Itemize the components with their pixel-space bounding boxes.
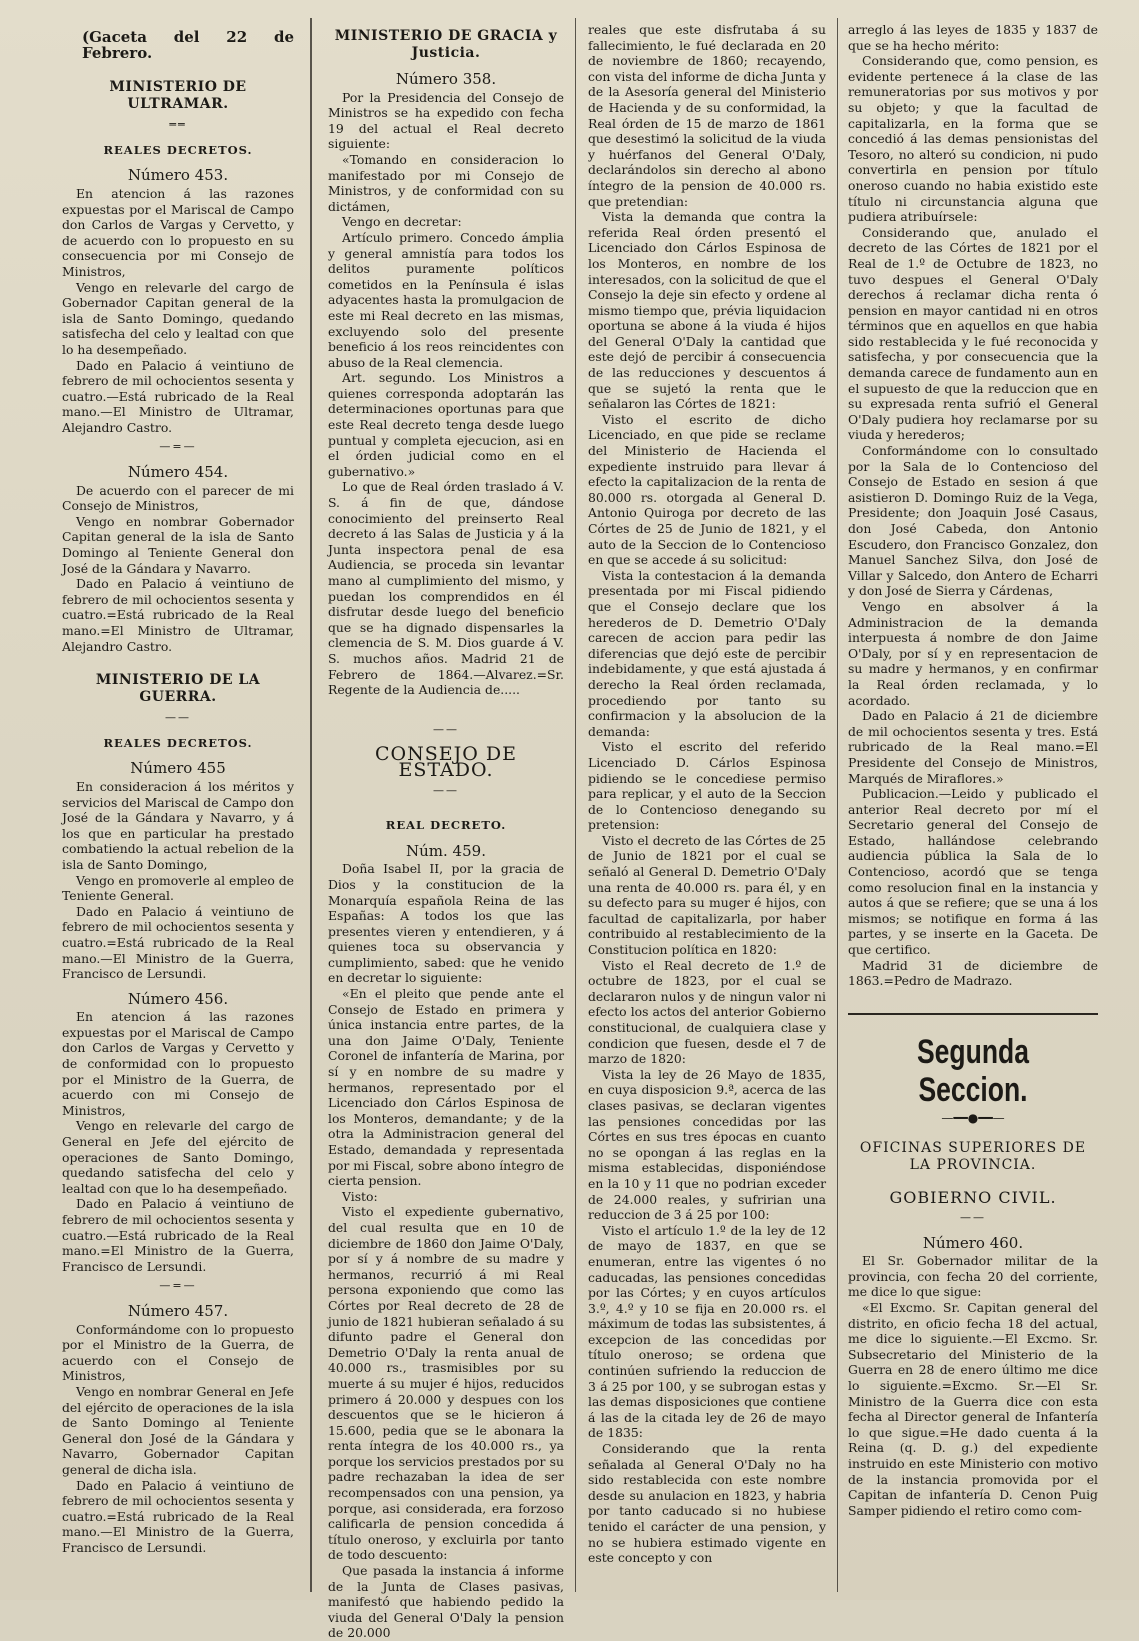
ministry-heading: MINISTERIO DE ULTRAMAR. (109, 79, 247, 113)
paragraph: Art. segundo. Los Ministros a quienes corresponda adoptarán las determinaciones oportunas para que este Real decreto tenga desde luego puntual y completa ejecucion, asi en el órden judicial como en el gubernativo.» (328, 370, 564, 479)
paragraph: Considerando que, como pension, es evidente pertenece á la clase de las remuneratorias por sus motivos y por su objeto; y que la facultad de capitalizarla, en la forma que se concedió á las demas pensionistas del Tesoro, no alteró su condicion, ni pudo convertirla en pension por título oneroso cuando no habia existido este título ni circunstancia alguna que pudiera atribuírsele: (848, 53, 1098, 225)
paragraph: Vengo en relevarle del cargo de Gobernador Capitan general de la isla de Santo Domingo, quedando satisfecha del celo y lealtad con que lo ha desempeñado. (62, 279, 294, 357)
paragraph: En atencion á las razones expuestas por el Mariscal de Campo don Carlos de Vargas y Cervetto y de conformidad con lo propuesto por el Ministro de la Guerra, de acuerdo con mi Consejo de Ministros, (62, 1009, 294, 1118)
paragraph: Dado en Palacio á veintiuno de febrero de mil ochocientos sesenta y cuatro.=Está rubricado de la Real mano.=El Ministro de Ultramar, Alejandro Castro. (62, 576, 294, 654)
decree-number: Número 456. (127, 989, 229, 1008)
paragraph: Visto el artículo 1.º de la ley de 12 de mayo de 1837, en que se enumeran, entre las vigentes ó no caducadas, las pensiones concedidas por las Córtes; y en cuyos artículos 3.º, 4.º y 10 se fija en 20.000 rs. el máximum de todas las subsistentes, á excepcion de las concedidas por título oneroso; se ordena que continúen sufriendo la reduccion de 3 á 25 por 100, y se subrogan estas y las demas disposiciones que contiene á las de la citada ley de 26 de mayo de 1835: (588, 1222, 826, 1441)
paragraph: arreglo á las leyes de 1835 y 1837 de que se ha hecho mérito: (848, 22, 1098, 53)
paragraph: Visto el decreto de las Córtes de 25 de Junio de 1821 por el cual se señaló al General D. Demetrio O'Daly una renta de 40.000 rs. para él, y en su defecto para su muger é hijos, con facultad de capitalizarla, por haber contribuido al restablecimiento de la Constitucion política en 1820: (588, 832, 826, 958)
paragraph: El Sr. Gobernador militar de la provincia, con fecha 20 del corriente, me dice lo que sigue: (848, 1253, 1098, 1300)
paragraph: Vengo en nombrar Gobernador Capitan general de la isla de Santo Domingo al Teniente General don José de la Gándara y Navarro. (62, 513, 294, 576)
paragraph: Lo que de Real órden traslado á V. S. á fin de que, dándose conocimiento del preinserto Real decreto á las Salas de Justicia y á la Junta inspectora penal de esa Audiencia, se proceda sin levantar mano al cumplimiento del mismo, y puedan los comprendidos en él disfrutar desde luego del beneficio que se ha dignado dispensarles la clemencia de S. M. Dios guarde á V. S. muchos años. Madrid 21 de Febrero de 1864.—Alvarez.=Sr. Regente de la Audiencia de..... (328, 479, 564, 698)
paragraph: «En el pleito que pende ante el Consejo de Estado en primera y única instancia entre partes, de la una don Jaime O'Daly, Teniente Coronel de infantería de Marina, por sí y en nombre de su madre y hermanos, representado por el Licenciado don Cárlos Espinosa de los Monteros, demandante; y de la otra la Administracion general del Estado, demandada y representada por mi Fiscal, sobre abono íntegro de cierta pension. (328, 986, 564, 1189)
paragraph: Dado en Palacio á 21 de diciembre de mil ochocientos sesenta y tres. Está rubricado de la Real mano.=El Presidente del Consejo de Ministros, Marqués de Miraflores.» (848, 708, 1098, 786)
paragraph: Publicacion.—Leido y publicado el anterior Real decreto por mí el Secretario general del Consejo de Estado, hallándose celebrando audiencia pública la Sala de lo Contencioso, acordó que se tenga como resolucion final en la instancia y autos á que se refiere; que se una á los mismos; se notifique en forma á las partes, y se inserte en la Gaceta. De que certifico. (848, 786, 1098, 958)
paragraph: Por la Presidencia del Consejo de Ministros se ha expedido con fecha 19 del actual el Real decreto siguiente: (328, 89, 564, 152)
decree-number: Núm. 459. (406, 841, 486, 860)
divider-ornament: —=— (159, 440, 197, 454)
paragraph: reales que este disfrutaba á su fallecimiento, le fué declarada en 20 de noviembre de 1860; recayendo, con vista del informe de dicha Junta y de la Asesoría general del Ministerio de Hacienda y de su conformidad, la Real órden de 15 de marzo de 1861 que desestimó la solicitud de la viuda y huérfanos del General O'Daly, declarándolos sin derecho al abono íntegro de la pension de 40.000 rs. que pretendian: (588, 22, 826, 209)
paragraph: De acuerdo con el parecer de mi Consejo de Ministros, (62, 482, 294, 514)
column-rule (310, 18, 312, 1592)
paragraph: Vengo en promoverle al empleo de Teniente General. (62, 872, 294, 904)
divider-ornament: —— (165, 711, 191, 725)
paragraph: Madrid 31 de diciembre de 1863.=Pedro de Madrazo. (848, 957, 1098, 989)
offices-heading: OFICINAS SUPERIORES DE LA PROVINCIA. (859, 1140, 1087, 1174)
paragraph: Vista la ley de 26 Mayo de 1835, en cuya disposicion 9.ª, acerca de las clases pasivas, se declaran vigentes las pensiones concedidas por las Córtes en sus tres épocas en cuanto no se opongan á las reglas en la misma establecidas, disponiéndose en la 10 y 11 que no podrian exceder de 24.000 reales, y sufririan una reduccion de 3 á 25 por 100: (588, 1066, 826, 1223)
divider-ornament: —— (433, 783, 459, 797)
decree-number: Número 455 (130, 759, 226, 778)
divider-ornament: ══ (169, 118, 187, 132)
section-subheading: REALES DECRETOS. (103, 735, 253, 750)
paragraph: Doña Isabel II, por la gracia de Dios y la constitucion de la Monarquía española Reina de las Españas: A todos los que las presentes vieren y entendieren, y á quienes toca su observancia y cumplimiento, sabed: que he venido en decretar lo siguiente: (328, 861, 564, 986)
section-heading: Segunda Seccion. (916, 1032, 1029, 1109)
paragraph: Vista la demanda que contra la referida Real órden presentó el Licenciado don Cárlos Espinosa de los Monteros, en nombre de los interesados, con la solicitud de que el Consejo la deje sin efecto y ordene al mismo tiempo que, prévia liquidacion oportuna se abone á la viuda é hijos del General O'Daly la cantidad que este dejó de percibir á consecuencia de las reducciones y descuentos á que se sujetó la renta que le señalaron las Córtes de 1821: (588, 209, 826, 412)
paragraph: Conformándome con lo propuesto por el Ministro de la Guerra, de acuerdo con el Consejo de Ministros, (62, 1321, 294, 1384)
paragraph: Visto el Real decreto de 1.º de octubre de 1823, por el cual se declararon nulos y de ningun valor ni efecto los actos del anterior Gobierno constitucional, de cualquiera clase y condicion que fuesen, desde el 7 de marzo de 1820: (588, 957, 826, 1067)
decree-number: Número 454. (127, 463, 229, 482)
divider-ornament: —━━●━━— (941, 1110, 1005, 1125)
paragraph: Visto el expediente gubernativo, del cual resulta que en 10 de diciembre de 1860 don Jaime O'Daly, por sí y á nombre de su madre y hermanos, recurrió á mi Real persona exponiendo que como las Córtes por Real decreto de 28 de junio de 1821 hubieran señalado á su difunto padre el General don Demetrio O'Daly la renta anual de 40.000 rs., trasmisibles por su muerte á su mujer é hijos, reducidos primero á 20.000 y despues con los descuentos que se le hicieron á 15.600, pedia que se le abonara la renta íntegra de los 40.000 rs., ya porque los servicios prestados por su padre rechazaban la idea de ser recompensados con una pension, ya porque, asi considerada, era forzoso calificarla de pension concedida á título oneroso, y excluirla por tanto de todo descuento: (328, 1204, 564, 1563)
paragraph: Visto el escrito de dicho Licenciado, en que pide se reclame del Ministerio de Hacienda el expediente instruido para llevar á efecto la capitalizacion de la renta de 80.000 rs. otorgada al General D. Antonio Quiroga por decreto de las Córtes de 25 de Junio de 1821, y el auto de la Seccion de lo Contencioso en que se accede á su solicitud: (588, 411, 826, 568)
paragraph: En atencion á las razones expuestas por el Mariscal de Campo don Carlos de Vargas y Cervetto, y de acuerdo con lo propuesto en su consecuencia por mi Consejo de Ministros, (62, 185, 294, 279)
divider-ornament: —— (433, 722, 459, 736)
divider-ornament: —— (960, 1211, 986, 1224)
ministry-heading: MINISTERIO DE GRACIA y Justicia. (334, 28, 558, 61)
column-3 (588, 22, 826, 1594)
section-subheading: REAL DECRETO. (385, 818, 507, 833)
divider-ornament: —=— (159, 1279, 197, 1293)
column-2 (328, 22, 564, 1641)
paragraph: Vengo en absolver á la Administracion de la demanda interpuesta á nombre de don Jaime O'Daly, por sí y en representacion de su madre y hermanos, y en confirmar la Real órden reclamada, y lo acordado. (848, 598, 1098, 708)
column-1 (62, 22, 294, 1594)
decree-number: Número 358. (395, 70, 497, 88)
column-rule (575, 18, 576, 1592)
paragraph: Dado en Palacio á veintiuno de febrero de mil ochocientos sesenta y cuatro.—Está rubricado de la Real mano.—El Ministro de Ultramar, Alejandro Castro. (62, 357, 294, 435)
paragraph: Conformándome con lo consultado por la Sala de lo Contencioso del Consejo de Estado en sesion á que asistieron D. Domingo Ruiz de la Vega, Presidente; don Joaquin José Casaus, don José Cabeda, don Antonio Escudero, don Francisco Gonzalez, don Manuel Sanchez Silva, don José de Villar y Salcedo, don Antero de Echarri y don José de Sierra y Cárdenas, (848, 443, 1098, 599)
government-heading: GOBIERNO CIVIL. (889, 1188, 1057, 1208)
paragraph: Dado en Palacio á veintiuno de febrero de mil ochocientos sesenta y cuatro.=Está rubricado de la Real mano.—El Ministro de la Guerra, Francisco de Lersundi. (62, 903, 294, 982)
column-rule (837, 18, 838, 1592)
decree-number: Número 457. (127, 1301, 229, 1320)
decree-number: Número 460. (922, 1233, 1024, 1252)
paragraph: Artículo primero. Concedo ámplia y general amnistía para todos los delitos puramente políticos cometidos en la Península é islas adyacentes hasta la promulgacion de este mi Real decreto en las mismas, excluyendo solo del presente beneficio á los reos reincidentes con abuso de la Real clemencia. (328, 229, 564, 370)
paragraph: Que pasada la instancia á informe de la Junta de Clases pasivas, manifestó que habiendo pedido la viuda del General O'Daly la pension de 20.000 (328, 1563, 564, 1641)
ministry-heading: MINISTERIO DE LA GUERRA. (95, 672, 261, 706)
paragraph: Visto el escrito del referido Licenciado D. Cárlos Espinosa pidiendo se le concediese permiso para replicar, y el auto de la Seccion de lo Contencioso denegando su pretension: (588, 739, 826, 833)
section-divider (848, 1013, 1098, 1015)
column-4 (848, 22, 1098, 1594)
paragraph: Vengo en nombrar General en Jefe del ejército de operaciones de la isla de Santo Domingo al Teniente General don José de la Gándara y Navarro, Gobernador Capitan general de dicha isla. (62, 1383, 294, 1477)
paragraph: En consideracion á los méritos y servicios del Mariscal de Campo don José de la Gándara y Navarro, y á los que en particular ha prestado combatiendo la actual rebelion de la isla de Santo Domingo, (62, 778, 294, 872)
section-subheading: REALES DECRETOS. (103, 142, 253, 157)
paragraph: Vengo en relevarle del cargo de General en Jefe del ejército de operaciones de Santo Domingo, quedando satisfecha del celo y lealtad con que lo ha desempeñado. (62, 1118, 294, 1196)
paragraph: «Tomando en consideracion lo manifestado por mi Consejo de Ministros, y de conformidad con su dictámen, (328, 151, 564, 214)
council-heading: CONSEJO DE ESTADO. (375, 743, 517, 781)
paragraph: Vengo en decretar: (342, 214, 462, 230)
paragraph: Vista la contestacion á la demanda presentada por mi Fiscal pidiendo que el Consejo declare que los herederos de D. Demetrio O'Daly carecen de accion para pedir las diferencias que dejó este de percibir indebidamente, y que está ajustada á derecho la Real órden reclamada, procediendo por tanto su confirmacion y la absolucion de la demanda: (588, 567, 826, 739)
paragraph: Dado en Palacio á veintiuno de febrero de mil ochocientos sesenta y cuatro.—Está rubricado de la Real mano.=El Ministro de la Guerra, Francisco de Lersundi. (62, 1196, 294, 1274)
paragraph: Considerando que, anulado el decreto de las Córtes de 1821 por el Real de 1.º de Octubre de 1823, no tuvo despues el General O'Daly derechos á reclamar dicha renta ó pension en mayor cantidad ni en otros términos que en aquellos en que habia sido restablecida y le fué reconocida y satisfecha, y por consecuencia que la demanda carece de fundamento aun en el supuesto de que la reduccion que en su expresada renta sufrió el General O'Daly pudiera hoy reclamarse por su viuda y herederos; (848, 224, 1098, 443)
decree-number: Número 453. (127, 166, 229, 185)
gazette-reference: (Gaceta del 22 de Febrero. (82, 28, 294, 62)
paragraph: Considerando que la renta señalada al General O'Daly no ha sido restablecida con este nombre desde su anulacion en 1823, y habria por tanto caducado si no hubiese tenido el carácter de una pension, y no se hubiera estimado vigente en este concepto y con (588, 1441, 826, 1566)
paragraph: Visto: (342, 1188, 378, 1204)
paragraph: Dado en Palacio á veintiuno de febrero de mil ochocientos sesenta y cuatro.=Está rubricado de la Real mano.—El Ministro de la Guerra, Francisco de Lersundi. (62, 1477, 294, 1555)
paragraph: «El Excmo. Sr. Capitan general del distrito, en oficio fecha 18 del actual, me dice lo siguiente.—El Excmo. Sr. Subsecretario del Ministerio de la Guerra en 28 de enero último me dice lo siguiente.=Excmo. Sr.—El Sr. Ministro de la Guerra dice con esta fecha al Director general de Infantería lo que sigue.=He dado cuenta á la Reina (q. D. g.) del expediente instruido en este Ministerio con motivo de la instancia promovida por el Capitan de infantería D. Cenon Puig Samper pidiendo el retiro como com- (848, 1299, 1098, 1518)
